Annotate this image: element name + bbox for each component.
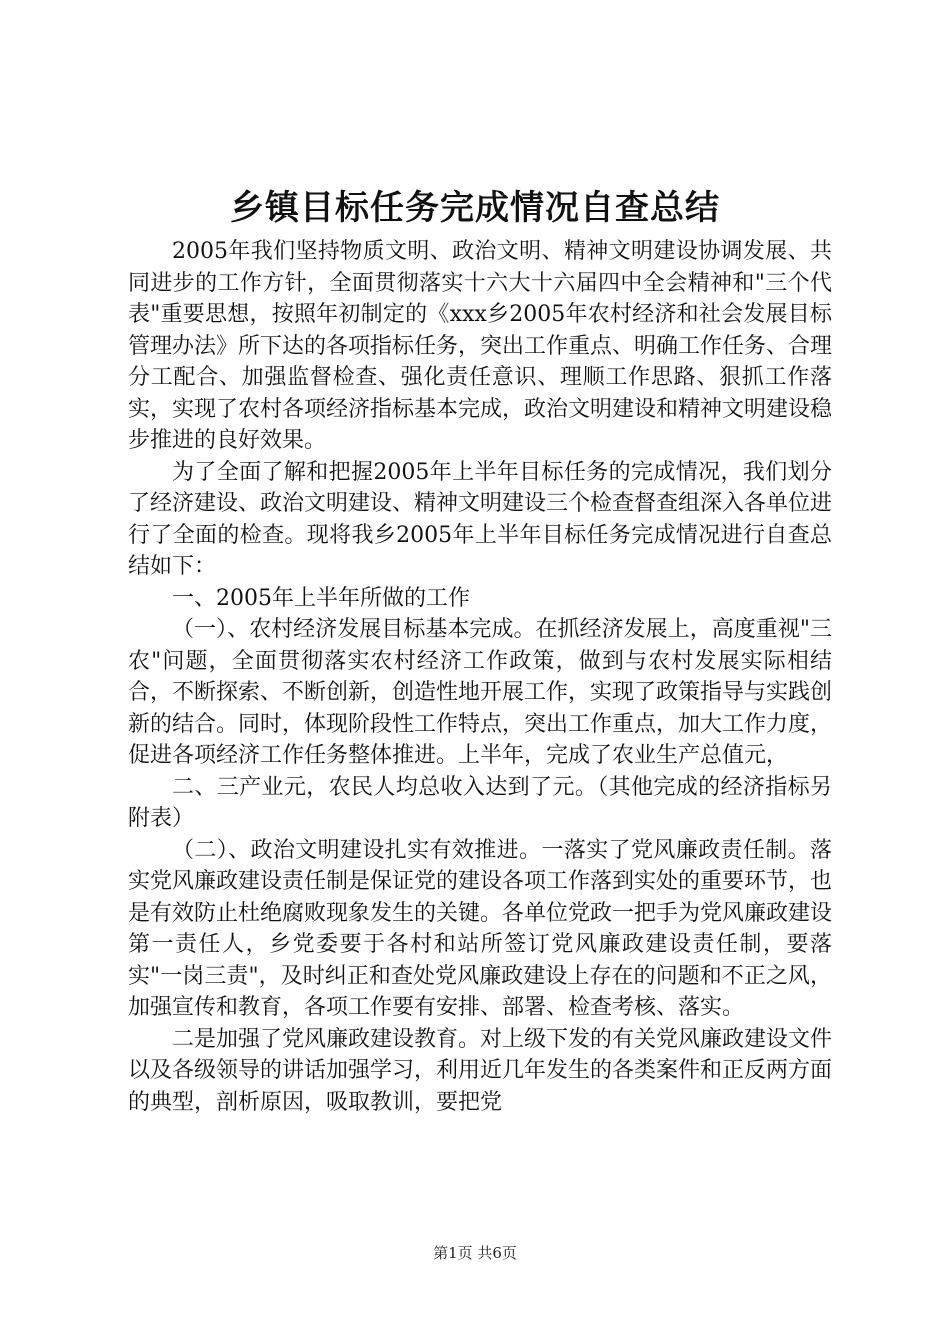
paragraph-industry-income: 二、三产业元，农民人均总收入达到了元。（其他完成的经济指标另附表） — [128, 774, 832, 831]
page-number-footer: 第1页 共6页 — [433, 1244, 517, 1262]
paragraph-intro: 2005年我们坚持物质文明、政治文明、精神文明建设协调发展、共同进步的工作方针，全面贯彻落实十六大十六届四中全会精神和"三个代表"重要思想，按照年初制定的《xxx乡2005年农村经济和社会发展目标管理办法》所下达的各项指标任务，突出工作重点、明确工作任务、合理分工配合、加强监督检查、强化责任意识、理顺工作思路、狠抓工作落实，实现了农村各项经济指标基本完成，政治文明建设和精神文明建设稳步推进的良好效果。 — [128, 239, 833, 453]
paragraph-economic-development: （一）、农村经济发展目标基本完成。在抓经济发展上，高度重视"三农"问题，全面贯彻落实农村经济工作政策，做到与农村发展实际相结合，不断探索、不断创新，创造性地开展工作，实现了政策指导与实践创新的结合。同时，体现阶段性工作特点，突出工作重点，加大工作力度，促进各项经济工作任务整体推进。上半年，完成了农业生产总值元， — [128, 617, 833, 768]
paragraph-party-education: 二是加强了党风廉政建设教育。对上级下发的有关党风廉政建设文件以及各级领导的讲话加强学习，利用近几年发生的各类案件和正反两方面的典型，剖析原因，吸取教训，要把党 — [128, 1026, 833, 1115]
paragraph-inspection: 为了全面了解和把握2005年上半年目标任务的完成情况，我们划分了经济建设、政治文明建设、精神文明建设三个检查督查组深入各单位进行了全面的检查。现将我乡2005年上半年目标任务完成情况进行自查总结如下： — [128, 459, 833, 579]
paragraph-political-civilization: （二）、政治文明建设扎实有效推进。一落实了党风廉政责任制。落实党风廉政建设责任制是保证党的建设各项工作落到实处的重要环节，也是有效防止杜绝腐败现象发生的关键。各单位党政一把手为党风廉政建设第一责任人，乡党委要于各村和站所签订党风廉政建设责任制，要落实"一岗三责"，及时纠正和查处党风廉政建设上存在的问题和不正之风，加强宣传和教育，各项工作要有安排、部署、检查考核、落实。 — [128, 837, 833, 1020]
section-heading-work-done: 一、2005年上半年所做的工作 — [172, 585, 470, 611]
document-body — [128, 236, 832, 1118]
document-title: 乡镇目标任务完成情况自查总结 — [230, 188, 720, 228]
